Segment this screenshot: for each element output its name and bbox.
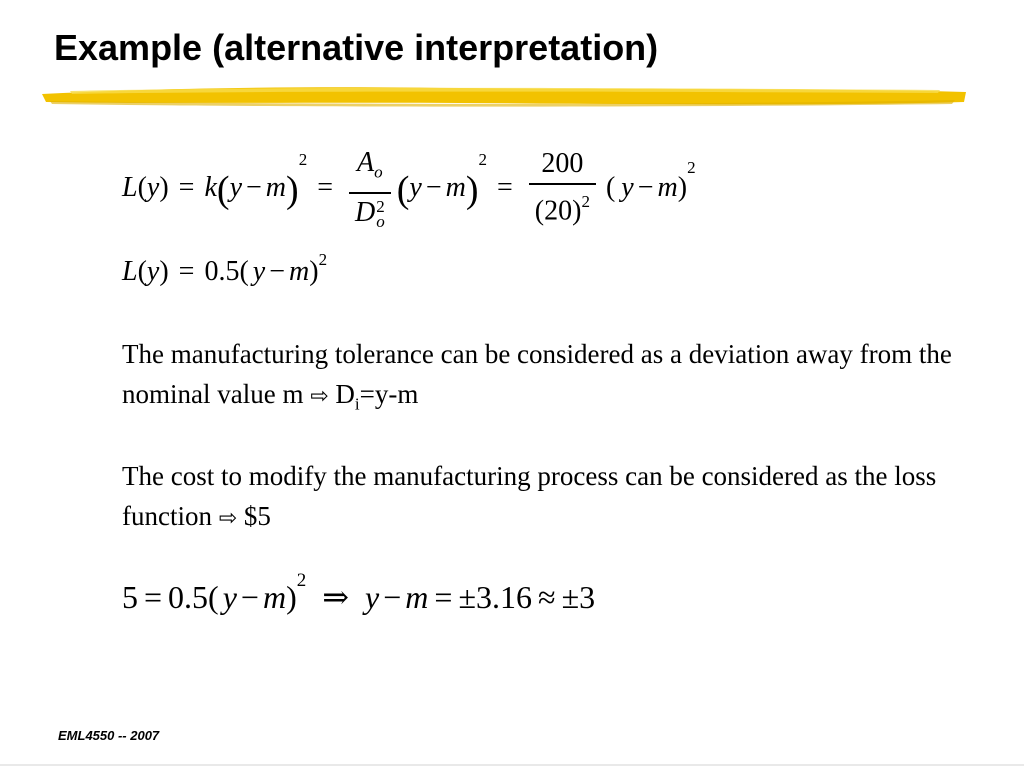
implies-arrow-icon: ⇒ (322, 578, 350, 616)
math-exponent: 2 (318, 250, 328, 269)
math-symbol: ) (159, 256, 169, 287)
equation-loss-simplified (122, 250, 328, 288)
math-symbol: ) (677, 171, 688, 203)
math-symbol: m (445, 171, 466, 203)
right-arrow-icon: ⇨ (310, 384, 329, 409)
plus-minus-symbol: ± (561, 578, 580, 615)
slide-footer: EML4550 -- 2007 (58, 728, 160, 743)
math-operator: = (178, 256, 195, 287)
math-symbol: ) (286, 168, 299, 211)
math-operator: = (144, 578, 163, 615)
math-symbol: ( (137, 171, 147, 203)
equation-loss-function (122, 146, 696, 230)
right-arrow-icon: ⇨ (218, 506, 238, 531)
math-number: 3 (579, 578, 596, 615)
math-symbol: y (146, 256, 160, 287)
math-symbol: y (252, 256, 266, 287)
math-operator: − (246, 171, 262, 203)
math-operator: = (317, 171, 333, 203)
math-symbol: y (409, 171, 422, 203)
math-operator: = (178, 171, 195, 203)
math-symbol: ) (286, 578, 297, 615)
math-number: 0.5 (168, 578, 209, 615)
plus-minus-symbol: ± (458, 578, 476, 615)
math-exponent: 2 (687, 158, 696, 177)
slide-title: Example (alternative interpretation) (54, 27, 659, 68)
math-subsup (376, 197, 385, 232)
math-symbol: L (122, 256, 138, 287)
math-operator: − (240, 578, 259, 615)
math-symbol: y (621, 171, 634, 203)
equation-tolerance-result (122, 570, 596, 616)
math-symbol: ) (159, 171, 169, 203)
math-symbol: A (357, 147, 375, 178)
math-symbol: ( (216, 168, 230, 211)
cost-value: $5 (243, 501, 271, 531)
math-symbol: ( (137, 256, 147, 287)
math-symbol: D (335, 379, 355, 409)
paragraph-cost (122, 456, 982, 539)
paragraph-text: The cost to modify the manufacturing process can be considered as the loss function (122, 461, 937, 531)
math-symbol: m (405, 578, 429, 615)
fraction-denominator: (20) (534, 195, 582, 227)
math-symbol: ( (605, 171, 616, 203)
fraction-Ao-over-Do2 (349, 146, 391, 230)
math-symbol: ) (465, 168, 479, 211)
math-symbol: L (122, 171, 138, 203)
math-number: 5 (122, 578, 138, 615)
fraction-200-over-20sq (529, 147, 596, 228)
math-operator: − (383, 578, 402, 615)
math-symbol: m (657, 171, 678, 203)
approx-symbol: ≈ (538, 578, 556, 615)
title-underline-brush (40, 82, 970, 112)
math-operator: = (497, 171, 513, 203)
paragraph-text: The manufacturing tolerance can be considered as a deviation away from the nominal value m (122, 339, 952, 409)
math-exponent: 2 (296, 570, 307, 591)
math-exponent: 2 (376, 197, 385, 217)
math-symbol: ( (208, 578, 219, 615)
math-symbol: D (354, 196, 376, 228)
paragraph-tolerance (122, 334, 982, 424)
math-operator: = (434, 578, 453, 615)
math-symbol: m (289, 256, 310, 287)
math-symbol: m (262, 578, 287, 615)
math-symbol: ) (309, 256, 319, 287)
math-symbol: y (229, 171, 242, 203)
math-symbol: ( (239, 256, 249, 287)
math-subscript: i (354, 394, 360, 414)
math-subscript: o (374, 162, 383, 182)
math-symbol: m (265, 171, 287, 203)
math-operator: − (269, 256, 286, 287)
bottom-divider (0, 764, 1024, 766)
math-symbol: y (222, 578, 237, 615)
math-subscript: o (376, 212, 385, 232)
math-operator: − (637, 171, 654, 203)
fraction-numerator: 200 (541, 148, 584, 180)
math-exponent: 2 (298, 150, 308, 169)
math-number: 3.16 (476, 578, 532, 615)
math-number: 0.5 (204, 256, 240, 287)
math-operator: − (425, 171, 442, 203)
math-exponent: 2 (581, 192, 590, 212)
math-exponent: 2 (478, 150, 487, 169)
math-symbol: y (365, 578, 380, 615)
math-symbol: ( (396, 168, 410, 211)
math-symbol: y (146, 171, 160, 203)
math-expression: =y-m (359, 379, 419, 409)
math-symbol: k (204, 171, 217, 203)
